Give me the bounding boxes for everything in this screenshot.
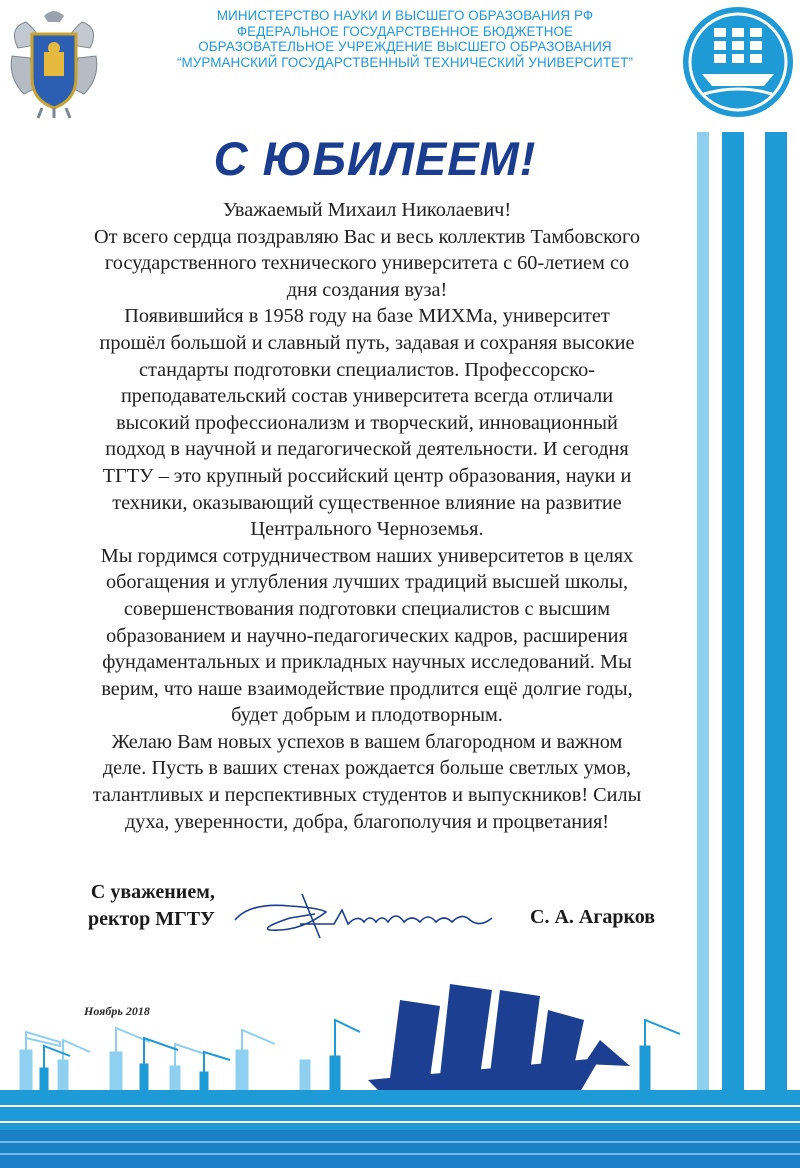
closing-line-2: ректор МГТУ: [88, 908, 215, 930]
body-line: государственного технического университета с 60-летием со: [104, 252, 630, 275]
body-line: фундаментальных и прикладных научных исследований. Мы: [102, 651, 632, 674]
page-title: С ЮБИЛЕЕМ!: [213, 132, 537, 185]
header-line-1: МИНИСТЕРСТВО НАУКИ И ВЫСШЕГО ОБРАЗОВАНИЯ РФ: [216, 8, 594, 23]
mgtu-ship-logo-icon: [680, 4, 796, 120]
body-line: высокий профессионализм и творческий, инновационный: [116, 411, 618, 434]
closing-line-1: С уважением,: [90, 881, 215, 903]
header-line-2: ФЕДЕРАЛЬНОЕ ГОСУДАРСТВЕННОЕ БЮДЖЕТНОЕ: [236, 23, 574, 39]
body-line: От всего сердца поздравляю Вас и весь коллектив Тамбовского: [93, 225, 641, 248]
sailing-ship-icon: [368, 984, 630, 1092]
body-line: деле. Пусть в ваших стенах рождается больше светлых умов,: [102, 757, 632, 780]
body-line: Центрального Черноземья.: [250, 518, 484, 541]
body-line: образованием и научно-педагогических кадров, расширения: [106, 624, 628, 647]
letter-body: [72, 197, 662, 835]
port-cranes-icon: [20, 1028, 310, 1090]
body-line: Появившийся в 1958 году на базе МИХМа, университет: [124, 305, 610, 328]
body-line: Уважаемый Михаил Николаевич!: [222, 199, 512, 221]
body-line: Мы гордимся сотрудничеством наших университетов в целях: [100, 544, 634, 567]
signature-icon: [230, 888, 500, 948]
header-line-3: ОБРАЗОВАТЕЛЬНОЕ УЧРЕЖДЕНИЕ ВЫСШЕГО ОБРАЗОВАНИЯ: [198, 39, 612, 54]
body-line: Желаю Вам новых успехов в вашем благородном и важном: [111, 730, 623, 753]
body-line: верим, что наше взаимодействие продлится ещё долгие годы,: [101, 677, 633, 700]
body-line: совершенствования подготовки специалистов с высшим: [123, 597, 611, 620]
signature-closing: [88, 879, 215, 933]
body-line: преподавательский состав университета всегда отличали: [120, 385, 614, 408]
double-headed-eagle-emblem-icon: [8, 8, 100, 120]
header-line-4: “МУРМАНСКИЙ ГОСУДАРСТВЕННЫЙ ТЕХНИЧЕСКИЙ УНИВЕРСИТЕТ”: [176, 54, 634, 70]
body-line: стандарты подготовки специалистов. Профессорско-: [139, 358, 595, 381]
body-line: дня создания вуза!: [286, 278, 448, 301]
body-line: прошёл большой и славный путь, задавая и сохраняя высокие: [99, 331, 635, 354]
rector-name: С. А. Агарков: [530, 906, 656, 928]
body-line: будет добрым и плодотворным.: [231, 704, 503, 727]
body-line: духа, уверенности, добра, благополучия и процветания!: [124, 810, 610, 833]
port-scene: [0, 980, 800, 1168]
body-line: талантливых и перспективных студентов и выпускников! Силы: [92, 784, 642, 807]
date-label: Ноябрь 2018: [84, 1004, 150, 1018]
body-line: техники, оказывающий существенное влияние на развитие: [112, 491, 622, 514]
body-line: обогащения и углубления лучших традиций высшей школы,: [105, 571, 629, 594]
body-line: ТГТУ – это крупный российский центр образования, науки и: [102, 464, 632, 487]
university-header: [170, 8, 640, 70]
body-line: подход в научной и педагогической деятельности. И сегодня: [105, 438, 629, 461]
